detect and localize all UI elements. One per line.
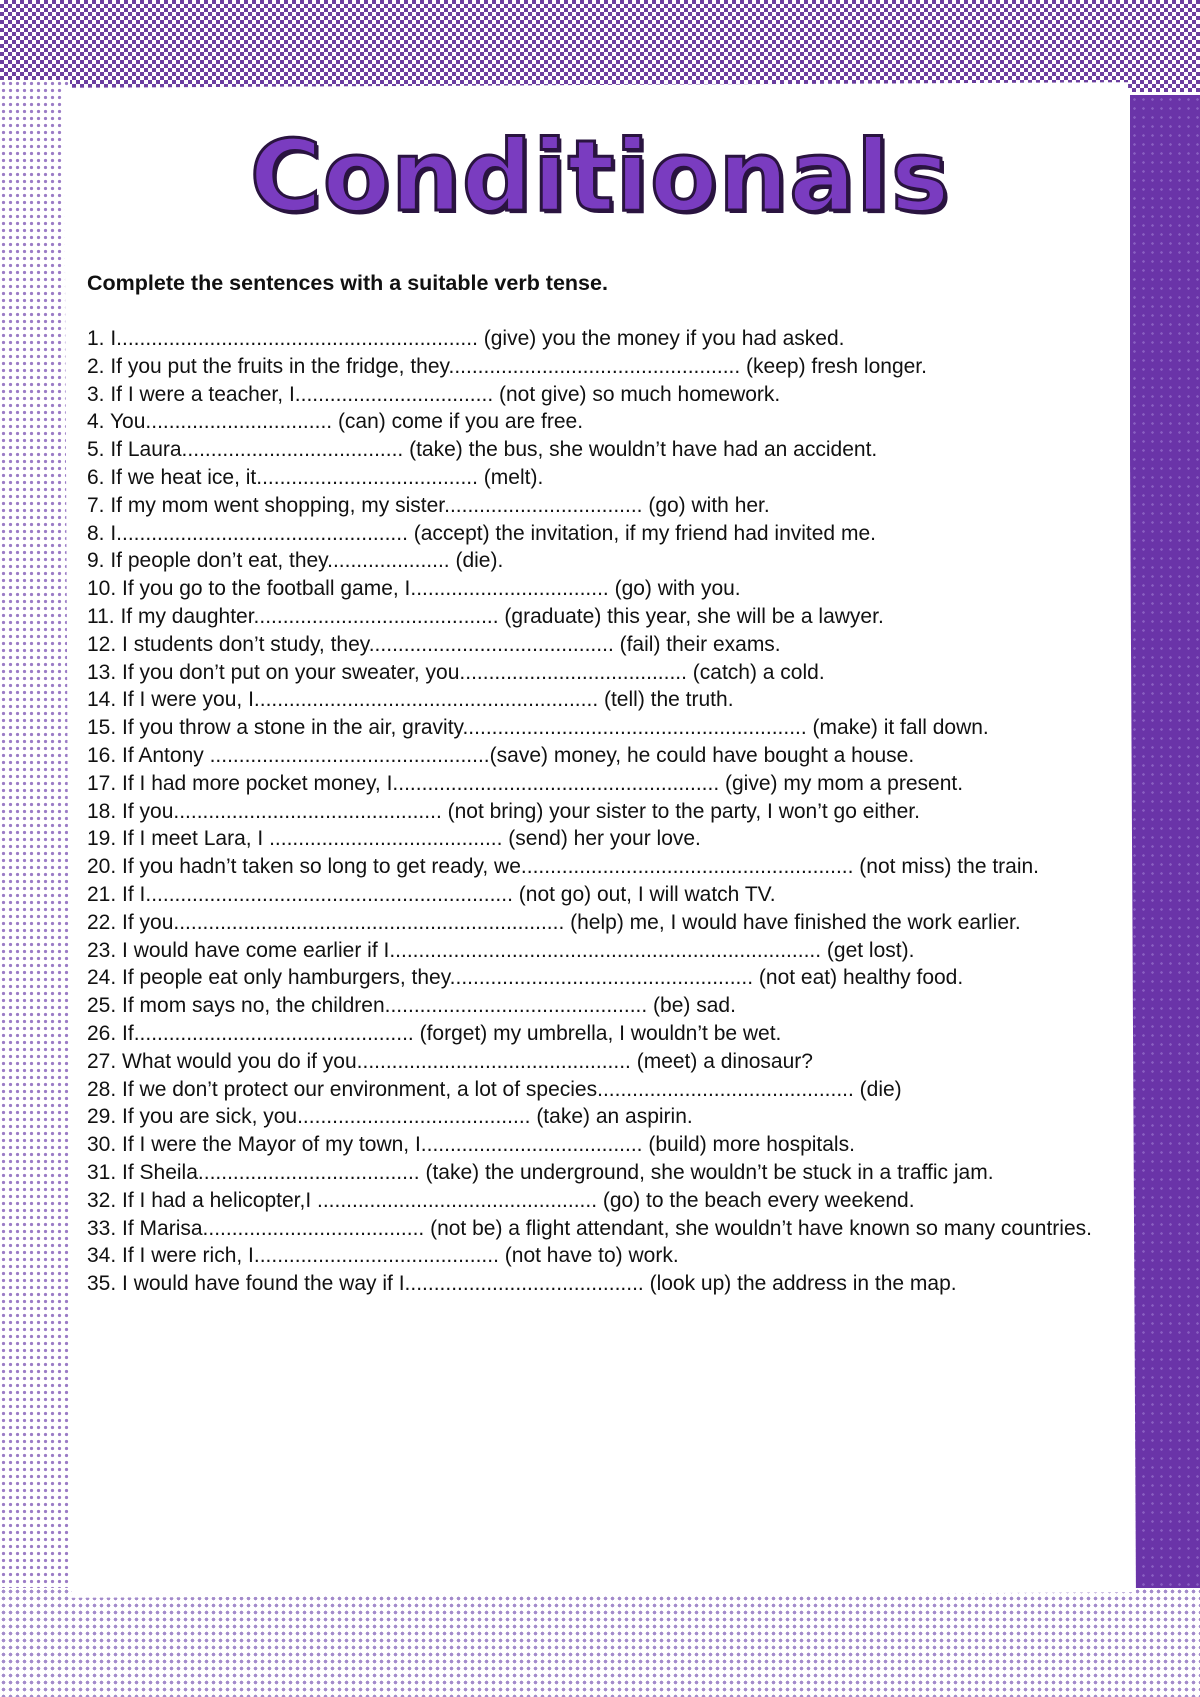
exercise-sentence: 18. If you.............................................. (not bring) your sister to the party, I won’t go either. — [87, 799, 920, 823]
exercise-sentence: 1. I.............................................................. (give) you the money if you had asked. — [87, 327, 845, 350]
worksheet-title: Conditionals — [249, 120, 951, 234]
exercise-sentence: 14. If I were you, I........................................................... (tell) the truth. — [87, 688, 734, 712]
instruction-text: Complete the sentences with a suitable verb tense. — [87, 271, 608, 295]
exercise-sentence: 15. If you throw a stone in the air, gravity........................................................... (make) it fall down. — [87, 716, 989, 740]
exercise-sentence: 8. I.................................................. (accept) the invitation, if my friend had invited me. — [87, 521, 876, 545]
exercise-sentence: 9. If people don’t eat, they..................... (die). — [87, 549, 504, 573]
exercise-sentence: 11. If my daughter.......................................... (graduate) this year, she will be a lawyer. — [87, 604, 884, 628]
exercise-sentence: 21. If I............................................................... (not go) out, I will watch TV. — [87, 882, 776, 906]
exercise-sentence: 5. If Laura...................................... (take) the bus, she wouldn’t have had an accident. — [87, 438, 878, 462]
exercise-sentence: 24. If people eat only hamburgers, they.................................................... (not eat) healthy food. — [87, 966, 964, 990]
purple-right-border — [1130, 95, 1200, 1600]
exercise-sentence: 2. If you put the fruits in the fridge, they.................................................. (keep) fresh longer. — [87, 354, 927, 378]
exercise-sentence: 28. If we don’t protect our environment, a lot of species............................................ (die) — [87, 1077, 902, 1101]
exercise-sentence: 32. If I had a helicopter,I ................................................ (go) to the beach every weekend. — [87, 1188, 915, 1212]
exercise-sentence: 19. If I meet Lara, I ........................................ (send) her your love. — [87, 827, 701, 851]
dotted-left-border — [0, 80, 70, 1640]
exercise-sentence: 33. If Marisa...................................... (not be) a flight attendant, she wouldn’t have known so many countries. — [87, 1216, 1092, 1240]
exercise-sentence: 6. If we heat ice, it...................................... (melt). — [87, 465, 544, 489]
exercise-sentence: 22. If you................................................................... (help) me, I would have finished the work earlier. — [87, 910, 1021, 934]
exercise-sentence: 23. I would have come earlier if I.......................................................................... (get lost). — [87, 938, 915, 962]
exercise-sentence: 13. If you don’t put on your sweater, you....................................... (catch) a cold. — [87, 660, 825, 684]
exercise-sentence: 34. If I were rich, I.......................................... (not have to) work. — [87, 1244, 679, 1268]
exercise-list — [87, 325, 1117, 1298]
checkered-top-border — [0, 0, 1200, 92]
exercise-sentence: 3. If I were a teacher, I.................................. (not give) so much homework. — [87, 382, 781, 406]
exercise-sentence: 25. If mom says no, the children............................................. (be) sad. — [87, 994, 736, 1018]
exercise-sentence: 31. If Sheila...................................... (take) the underground, she wouldn’t be stuck in a traffic jam. — [87, 1160, 994, 1184]
exercise-sentence: 27. What would you do if you............................................... (meet) a dinosaur? — [87, 1049, 813, 1073]
exercise-sentence: 7. If my mom went shopping, my sister.................................. (go) with her. — [87, 493, 770, 517]
exercise-sentence: 10. If you go to the football game, I.................................. (go) with you. — [87, 577, 741, 601]
exercise-sentence: 30. If I were the Mayor of my town, I...................................... (build) more hospitals. — [87, 1133, 855, 1157]
exercise-sentence: 16. If Antony ................................................(save) money, he could have bought a house. — [87, 743, 915, 767]
exercise-sentence: 35. I would have found the way if I......................................... (look up) the address in the map. — [87, 1272, 957, 1296]
dotted-bottom-border — [0, 1588, 1200, 1697]
exercise-sentence: 26. If................................................ (forget) my umbrella, I wouldn’t be wet. — [87, 1021, 782, 1045]
exercise-sentence: 20. If you hadn’t taken so long to get ready, we......................................................... (not miss) the train. — [87, 855, 1040, 879]
exercise-sentence: 17. If I had more pocket money, I........................................................ (give) my mom a present. — [87, 771, 964, 795]
exercise-sentence: 29. If you are sick, you........................................ (take) an aspirin. — [87, 1105, 693, 1129]
exercise-sentence: 12. I students don’t study, they.......................................... (fail) their exams. — [87, 632, 781, 656]
exercise-sentence: 4. You................................ (can) come if you are free. — [87, 410, 584, 434]
